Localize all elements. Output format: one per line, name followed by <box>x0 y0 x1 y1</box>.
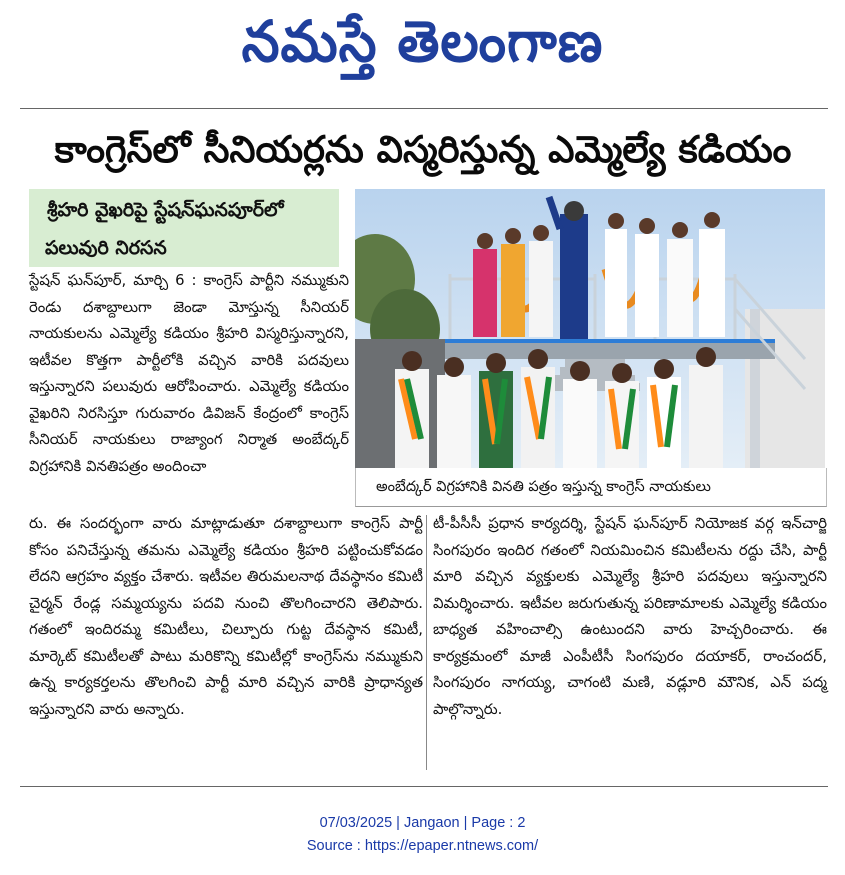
column-divider <box>426 515 427 770</box>
article-column-2 <box>433 511 827 723</box>
article-headline: కాంగ్రెస్‌లో సీనియర్లను విస్మరిస్తున్న ఎమ్మెల్యే కడియం <box>54 128 792 171</box>
article-text-col1-top: స్టేషన్ ఘన్‌పూర్, మార్చి 6 : కాంగ్రెస్ పార్టీని నమ్ముకుని రెండు దశాబ్దాలుగా జెండా మోస్తున్న సీనియర్ నాయకులను ఎమ్మెల్యే కడియం శ్రీహరి విస్మరిస్తున్నారని, ఇటీవల కొత్తగా పార్టీలోకి వచ్చిన వారికి పదవులు ఇస్తున్నారని పలువురు ఆరోపించారు. ఎమ్మెల్యే కడియం వైఖరిని నిరసిస్తూ గురువారం డివిజన్ కేంద్రంలో కాంగ్రెస్ సీనియర్ నాయకులు రాజ్యాంగ నిర్మాత అంబేద్కర్ విగ్రహానికి వినతిపత్రం అందించా <box>29 272 349 475</box>
footer-edition-info: 07/03/2025 | Jangaon | Page : 2 <box>319 815 526 831</box>
masthead <box>0 2 845 82</box>
article-column-1-bottom <box>29 511 423 723</box>
top-divider <box>20 108 828 109</box>
article-column-1-top <box>29 268 349 480</box>
photo-caption: అంబేద్కర్ విగ్రహానికి వినతి పత్రం ఇస్తున్న కాంగ్రెస్ నాయకులు <box>376 479 711 495</box>
subheadline-line-1: శ్రీహరి వైఖరిపై స్టేషన్‌ఘనపూర్‌లో <box>47 199 284 221</box>
footer-source: Source : https://epaper.ntnews.com/ <box>306 838 539 854</box>
news-photo <box>355 189 825 468</box>
photo-illustration <box>355 189 825 468</box>
masthead-title: నమస్తే తెలంగాణ <box>241 8 604 75</box>
article-text-col2: టీ-పీసీసీ ప్రధాన కార్యదర్శి, స్టేషన్ ఘన్‌పూర్ నియోజక వర్గ ఇన్‌చార్జి సింగపురం ఇందిర గతంలో నియమించిన కమిటీలను రద్దు చేసి, పార్టీ మారి వచ్చిన వ్యక్తులకు ఎమ్మెల్యే శ్రీహరి పదవులు ఇస్తున్నారని విమర్శించారు. ఇటీవల జరుగుతున్న పరిణామాలకు ఎమ్మెల్యే కడియం బాధ్యత వహించాల్సి ఉంటుందని వారు హెచ్చరించారు. ఈ కార్యక్రమంలో మాజీ ఎంపీటీసీ సింగపురం దయాకర్, రాంచందర్, సింగపురం నాగయ్య, చాగంటి మణి, వడ్లూరి మౌనిక, ఎన్ పద్మ పాల్గొన్నారు. <box>433 515 827 718</box>
article-text-col1-bottom: రు. ఈ సందర్భంగా వారు మాట్లాడుతూ దశాబ్దాలుగా కాంగ్రెస్ పార్టీ కోసం పనిచేస్తున్న తమను ఎమ్మెల్యే కడియం శ్రీహరి పట్టించుకోవడం లేదని ఆగ్రహం వ్యక్తం చేశారు. ఇటీవల తిరుమలనాథ దేవస్థానం కమిటీ చైర్మన్ రేండ్ల సమ్మయ్యను పదవి నుంచి తొలగించారని తెలిపారు. గతంలో ఇందిరమ్మ కమిటీలు, చిల్పూరు గుట్ట దేవస్థాన కమిటీ, మార్కెట్ కమిటీలతో పాటు మరికొన్ని కమిటీల్లో కాంగ్రెస్‌ను నమ్ముకుని ఉన్న కార్యకర్తలను తొలగించి పార్టీ మారి వచ్చిన వారికి ప్రాధాన్యత ఇస్తున్నారని వారు అన్నారు. <box>29 515 423 718</box>
bottom-divider <box>20 786 828 787</box>
subheadline-line-2: పలువురి నిరసన <box>45 237 167 259</box>
subheadline-box <box>29 189 339 267</box>
photo-caption-box <box>355 468 827 507</box>
